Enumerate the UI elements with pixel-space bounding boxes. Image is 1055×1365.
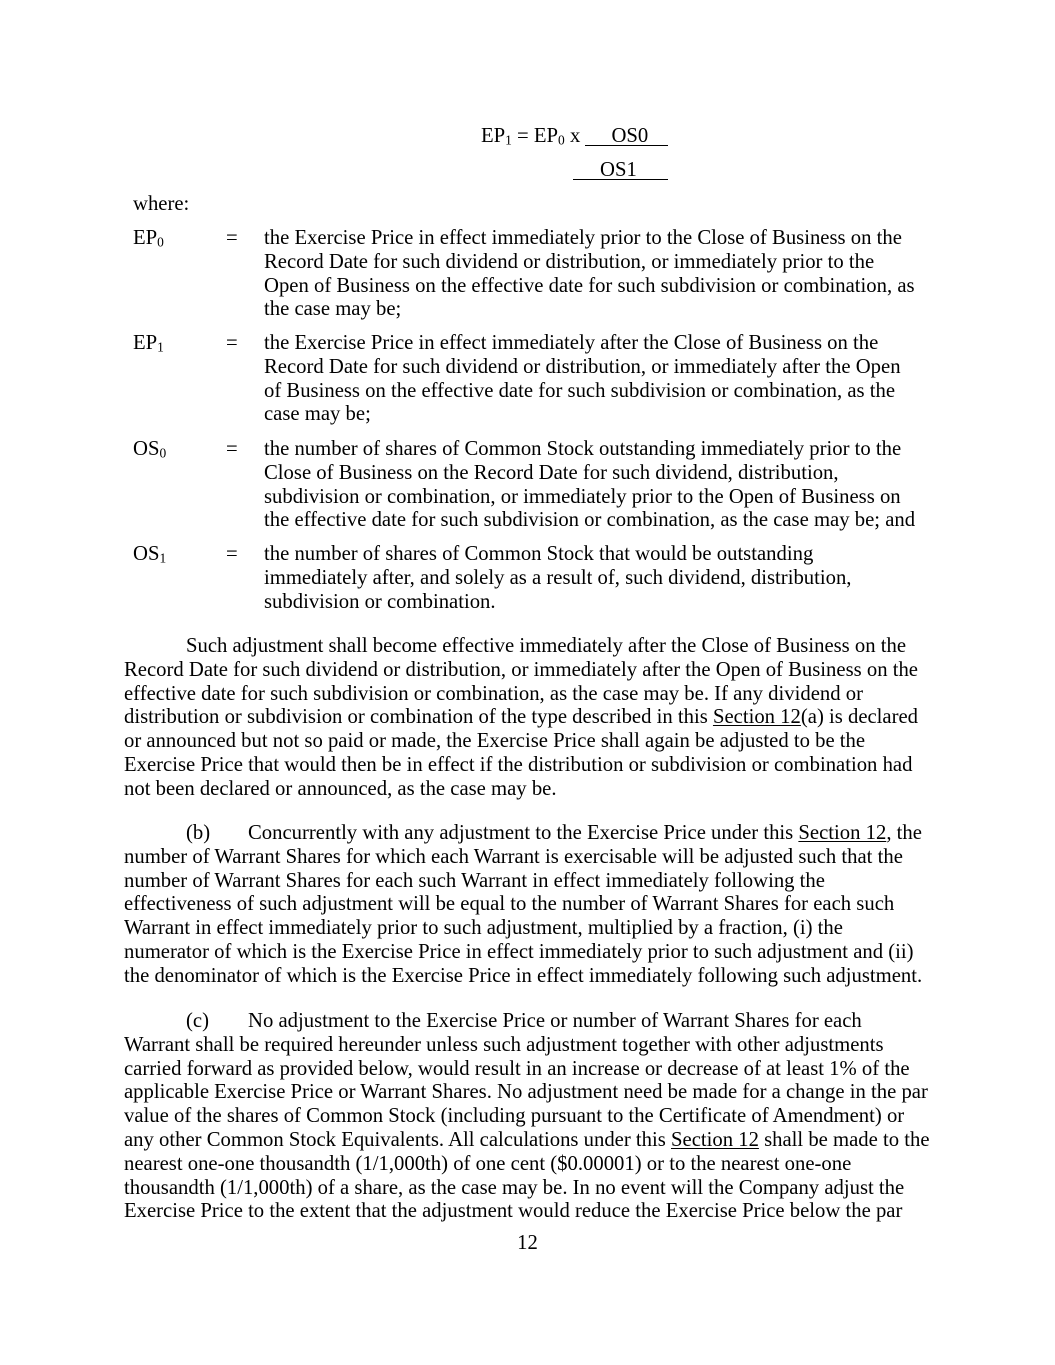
text-run: Concurrently with any adjustment to the Exercise Price under this xyxy=(248,822,799,844)
formula-rhs-subscript: 0 xyxy=(558,132,565,148)
text-run: Record Date for such dividend or distribution, or immediately prior to the xyxy=(264,250,875,273)
text-run: Such adjustment shall become effective immediately after the Close of Business on the xyxy=(186,635,907,657)
paragraph-line xyxy=(124,659,944,683)
paragraph-line xyxy=(124,730,944,754)
definition-line xyxy=(264,462,933,486)
definition-term xyxy=(133,543,166,567)
term-subscript: 1 xyxy=(157,339,164,355)
text-run: carried forward as provided below, would result in an increase or decrease of at least 1% of the xyxy=(124,1057,910,1080)
text-run: value of the shares of Common Stock (including pursuant to the Certificate of Amendment) or xyxy=(124,1105,905,1128)
text-run: shall be made to the xyxy=(758,1128,930,1151)
definition-text xyxy=(264,543,933,614)
paragraph-label: (b) xyxy=(186,822,211,844)
paragraph-b xyxy=(124,822,944,989)
text-run: Exercise Price that would then be in effect if the distribution or subdivision or combination had xyxy=(124,753,913,776)
formula-numerator: OS0 xyxy=(585,125,668,149)
formula-rhs-term: EP xyxy=(533,125,559,147)
text-run: effectiveness of such adjustment will be equal to the number of Warrant Shares for each such xyxy=(124,893,895,916)
text-run: of Business on the effective date for such subdivision or combination, as the xyxy=(264,379,896,402)
definition-os0 xyxy=(133,438,933,533)
text-run: subdivision or combination, or immediately prior to the Open of Business on xyxy=(264,485,901,508)
definition-ep1 xyxy=(133,332,933,427)
text-run: thousandth (1/1,000th) of a share, as the case may be. In no event will the Company adjust the xyxy=(124,1176,905,1199)
definition-line xyxy=(264,298,933,322)
formula-numerator-line xyxy=(481,125,668,149)
definition-line xyxy=(264,275,933,299)
text-run: numerator of which is the Exercise Price in effect immediately prior to such adjustment and (ii) xyxy=(124,940,914,963)
definition-line xyxy=(264,591,933,615)
text-run: case may be; xyxy=(264,403,371,426)
formula-multiply-sign: x xyxy=(569,125,581,147)
text-run: nearest one-one thousandth (1/1,000th) of one cent ($0.00001) or to the nearest one-one xyxy=(124,1152,852,1175)
paragraph-line xyxy=(124,941,944,965)
paragraph-c xyxy=(124,1010,944,1224)
paragraph-line xyxy=(124,1081,944,1105)
paragraph-line xyxy=(124,870,944,894)
text-run: subdivision or combination. xyxy=(264,590,496,613)
formula-denominator-line xyxy=(573,159,668,183)
text-run: Exercise Price to the extent that the adjustment would reduce the Exercise Price below the par xyxy=(124,1200,903,1223)
where-label: where: xyxy=(133,193,190,215)
paragraph-line xyxy=(124,822,944,846)
text-run: distribution or subdivision or combination of the type described in this xyxy=(124,706,713,729)
paragraph-line xyxy=(124,1105,944,1129)
formula-denominator: OS1 xyxy=(573,159,668,183)
term-text: EP xyxy=(133,227,158,249)
paragraph-label: (c) xyxy=(186,1010,209,1032)
paragraph-line xyxy=(124,1010,944,1034)
definition-text xyxy=(264,227,933,322)
term-subscript: 0 xyxy=(159,445,167,461)
paragraph-line xyxy=(124,706,944,730)
definition-equals-sign: = xyxy=(226,438,238,460)
formula-lhs-term: EP xyxy=(481,125,506,147)
term-text: OS xyxy=(133,438,160,460)
definition-line xyxy=(264,251,933,275)
section-12-reference: Section 12 xyxy=(798,822,887,844)
paragraph-line xyxy=(124,893,944,917)
text-run: the number of shares of Common Stock outstanding immediately prior to the xyxy=(264,438,902,460)
text-run: the effective date for such subdivision or combination, as the case may be; and xyxy=(264,509,916,532)
definition-line xyxy=(264,486,933,510)
definition-line xyxy=(264,332,933,356)
text-run: number of Warrant Shares for which each Warrant is exercisable will be adjusted such that the xyxy=(124,845,903,868)
page-number: 12 xyxy=(517,1232,538,1254)
definition-line xyxy=(264,227,933,251)
definition-line xyxy=(264,403,933,427)
paragraph-adjustment-effective xyxy=(124,635,944,802)
text-run: any other Common Stock Equivalents. All calculations under this xyxy=(124,1128,671,1151)
formula-lhs-subscript: 1 xyxy=(505,132,512,148)
definition-line xyxy=(264,567,933,591)
text-run: Close of Business on the Record Date for such dividend, distribution, xyxy=(264,461,839,484)
text-run: the number of shares of Common Stock that would be outstanding xyxy=(264,543,814,565)
paragraph-line xyxy=(124,635,944,659)
term-text: EP xyxy=(133,332,158,354)
definition-term xyxy=(133,438,166,462)
section-12-reference: Section 12 xyxy=(671,1128,759,1151)
text-run: Warrant shall be required hereunder unless such adjustment together with other adjustments xyxy=(124,1033,884,1056)
text-run: not been declared or announced, as the case may be. xyxy=(124,777,557,800)
text-run: Warrant in effect immediately prior to such adjustment, multiplied by a fraction, (i) the xyxy=(124,917,843,940)
definition-term xyxy=(133,332,164,356)
paragraph-line xyxy=(124,1153,944,1177)
definition-line xyxy=(264,380,933,404)
term-subscript: 0 xyxy=(157,234,164,250)
text-run: (a) is declared xyxy=(800,706,919,729)
definition-term xyxy=(133,227,164,251)
definition-os1 xyxy=(133,543,933,614)
text-run: the Exercise Price in effect immediately after the Close of Business on the xyxy=(264,332,879,354)
section-12-reference: Section 12 xyxy=(712,706,801,729)
paragraph-line xyxy=(124,683,944,707)
paragraph-line xyxy=(124,1200,944,1224)
paragraph-line xyxy=(124,917,944,941)
definition-line xyxy=(264,438,933,462)
text-run: No adjustment to the Exercise Price or number of Warrant Shares for each xyxy=(248,1010,862,1032)
definition-line xyxy=(264,509,933,533)
definition-equals-sign: = xyxy=(226,543,238,565)
text-run: immediately after, and solely as a result of, such dividend, distribution, xyxy=(264,566,852,589)
paragraph-line xyxy=(124,1129,944,1153)
text-run: effective date for such subdivision or combination, as the case may be. If any dividend or xyxy=(124,682,863,705)
paragraph-line xyxy=(124,846,944,870)
text-run: Open of Business on the effective date for such subdivision or combination, as xyxy=(264,274,915,297)
paragraph-line xyxy=(124,1177,944,1201)
term-text: OS xyxy=(133,543,160,565)
paragraph-line xyxy=(124,965,944,989)
text-run: or announced but not so paid or made, the Exercise Price shall again be adjusted to be the xyxy=(124,730,866,753)
definition-equals-sign: = xyxy=(226,227,238,249)
paragraph-line xyxy=(124,1034,944,1058)
text-run: the Exercise Price in effect immediately prior to the Close of Business on the xyxy=(264,227,902,249)
term-subscript: 1 xyxy=(159,550,167,566)
formula-equals-sign: = xyxy=(517,125,529,147)
definition-equals-sign: = xyxy=(226,332,238,354)
text-run: Record Date for such dividend or distribution, or immediately after the Open of Business on the xyxy=(124,658,918,681)
paragraph-line xyxy=(124,778,944,802)
definition-ep0 xyxy=(133,227,933,322)
definition-line xyxy=(264,543,933,567)
text-run: the case may be; xyxy=(264,298,402,321)
paragraph-line xyxy=(124,754,944,778)
definition-text xyxy=(264,332,933,427)
text-run: Record Date for such dividend or distribution, or immediately after the Open xyxy=(264,355,901,378)
definition-text xyxy=(264,438,933,533)
text-run: the denominator of which is the Exercise Price in effect immediately following such adjustment. xyxy=(124,964,923,987)
text-run: , the xyxy=(886,822,922,844)
definition-line xyxy=(264,356,933,380)
text-run: applicable Exercise Price or Warrant Shares. No adjustment need be made for a change in the par xyxy=(124,1081,928,1104)
text-run: number of Warrant Shares for each such Warrant in effect immediately following the xyxy=(124,869,825,892)
paragraph-line xyxy=(124,1058,944,1082)
